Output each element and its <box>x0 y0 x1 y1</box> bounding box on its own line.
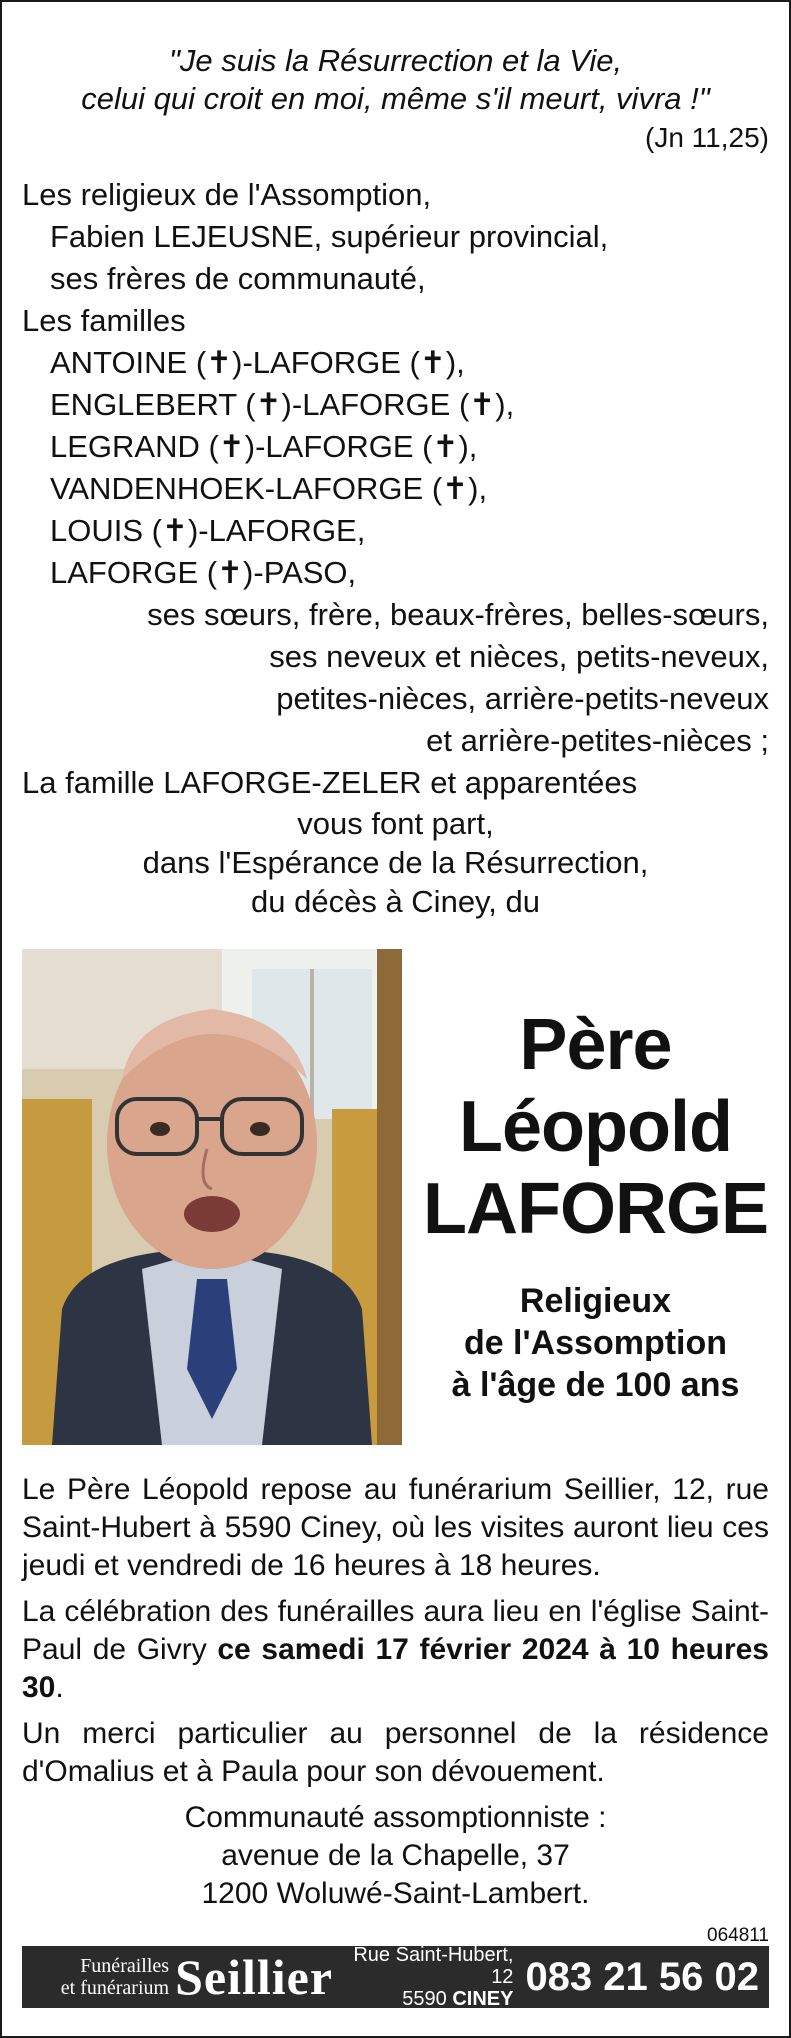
notice-code: 064811 <box>707 1925 769 1946</box>
family-line: LEGRAND (✝)-LAFORGE (✝), <box>50 429 478 464</box>
family-list <box>22 174 769 804</box>
deceased-role <box>422 1280 769 1406</box>
tagline-line: Funérailles <box>80 1955 170 1977</box>
address-city-line <box>347 1988 513 2010</box>
family-line: ses frères de communauté, <box>50 261 426 296</box>
family-line: Les religieux de l'Assomption, <box>22 177 432 212</box>
role-line: de l'Assomption <box>463 1324 728 1362</box>
family-line: ENGLEBERT (✝)-LAFORGE (✝), <box>50 387 515 422</box>
ceremony-date: ce samedi 17 février 2024 à 10 heures 30 <box>22 1633 769 1704</box>
deceased-name-block <box>422 1004 769 1406</box>
deceased-first-name: Léopold <box>459 1087 732 1167</box>
family-line: LAFORGE (✝)-PASO, <box>50 555 357 590</box>
deceased-section <box>22 949 769 1449</box>
funeral-details <box>22 1471 769 1791</box>
address-line: 1200 Woluwé-Saint-Lambert. <box>201 1877 590 1910</box>
thanks-paragraph: Un merci particulier au personnel de la résidence d'Omalius et à Paula pour son dévouement. <box>22 1717 769 1788</box>
quote-reference: (Jn 11,25) <box>645 122 769 153</box>
deceased-photo <box>22 949 402 1445</box>
address-line: Communauté assomptionniste : <box>184 1801 607 1834</box>
funeral-home-address <box>347 1944 513 2010</box>
quote-line-2: celui qui croit en moi, même s'il meurt, vivra !" <box>81 81 710 116</box>
community-address <box>22 1799 769 1913</box>
ceremony-end: . <box>55 1671 64 1704</box>
announcement-line: du décès à Ciney, du <box>251 884 540 919</box>
bible-quote <box>22 42 769 118</box>
announcement-line: dans l'Espérance de la Résurrection, <box>142 845 649 880</box>
ceremony-paragraph <box>22 1593 769 1707</box>
funeral-home-banner <box>22 1946 769 2008</box>
address-city: CINEY <box>452 1988 514 2010</box>
deceased-last-name: LAFORGE <box>423 1169 768 1249</box>
quote-line-1: "Je suis la Résurrection et la Vie, <box>168 43 623 78</box>
funeral-home-phone: 083 21 56 02 <box>525 1954 759 1999</box>
role-line: à l'âge de 100 ans <box>451 1366 740 1404</box>
relatives-line: petites-nièces, arrière-petits-neveux <box>276 681 769 716</box>
deceased-title: Père <box>519 1005 672 1085</box>
role-line: Religieux <box>519 1282 672 1320</box>
ceremony-text: La célébration des funérailles aura lieu en l'église Saint-Paul de Givry <box>22 1595 769 1666</box>
announcement-line: vous font part, <box>297 806 494 841</box>
address-zip: 5590 <box>402 1988 447 2010</box>
funeral-home-tagline <box>32 1955 169 1999</box>
relatives-line: ses sœurs, frère, beaux-frères, belles-sœurs, <box>147 597 769 632</box>
family-line: LOUIS (✝)-LAFORGE, <box>50 513 366 548</box>
address-street: Rue Saint-Hubert, 12 <box>353 1944 514 1988</box>
address-line: avenue de la Chapelle, 37 <box>221 1839 570 1872</box>
visitation-paragraph: Le Père Léopold repose au funérarium Seillier, 12, rue Saint-Hubert à 5590 Ciney, où les visites auront lieu ces jeudi et vendredi de 16 heures à 18 heures. <box>22 1473 769 1582</box>
family-line: Fabien LEJEUSNE, supérieur provincial, <box>50 219 609 254</box>
relatives-line: et arrière-petites-nièces ; <box>426 723 769 758</box>
family-line: VANDENHOEK-LAFORGE (✝), <box>50 471 488 506</box>
family-line: La famille LAFORGE-ZELER et apparentées <box>22 765 638 800</box>
announcement <box>22 804 769 921</box>
relatives-line: ses neveux et nièces, petits-neveux, <box>269 639 769 674</box>
family-line: Les familles <box>22 303 186 338</box>
funeral-home-logo: Seillier <box>175 1949 334 2005</box>
family-line: ANTOINE (✝)-LAFORGE (✝), <box>50 345 465 380</box>
tagline-line: et funérarium <box>60 1977 170 1999</box>
